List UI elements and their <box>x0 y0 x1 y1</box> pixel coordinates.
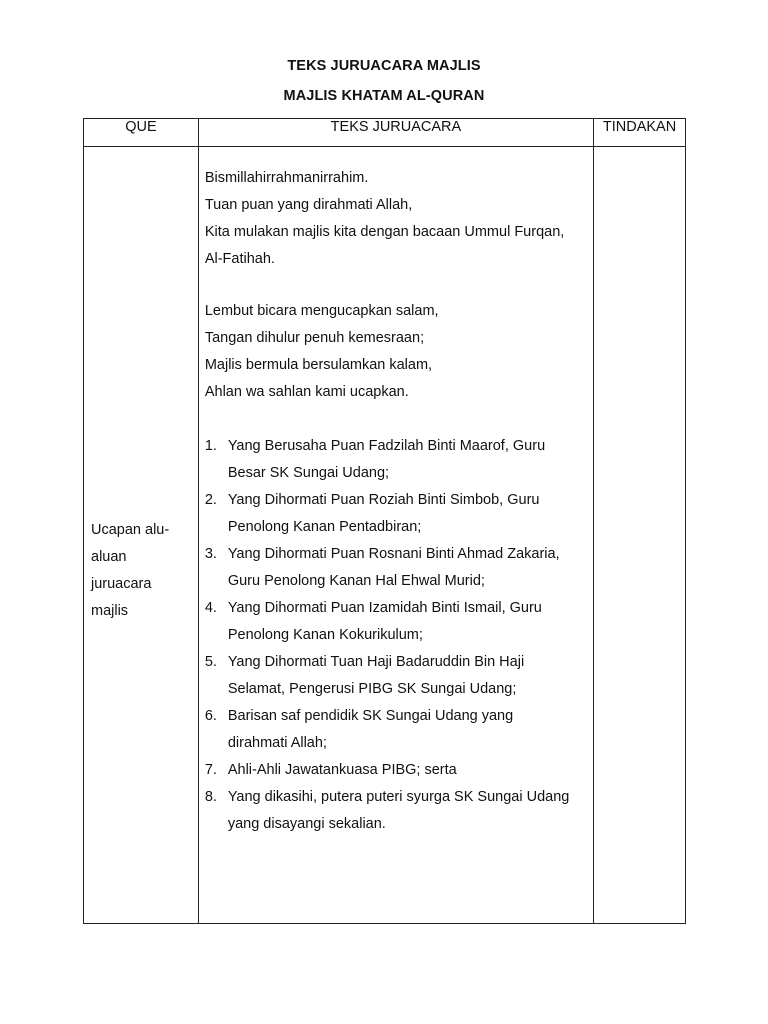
list-number: 1. <box>204 438 217 454</box>
list-item-line: Besar SK Sungai Udang; <box>227 465 390 481</box>
opening-line: Bismillahirrahmanirrahim. <box>204 170 369 186</box>
column-header-que: QUE <box>84 119 199 147</box>
document-title: TEKS JURUACARA MAJLIS <box>287 58 481 74</box>
pantun-line: Lembut bicara mengucapkan salam, <box>204 303 439 319</box>
pantun-line: Tangan dihulur penuh kemesraan; <box>204 330 425 346</box>
table-row <box>84 147 686 924</box>
que-text <box>84 445 198 625</box>
list-item <box>205 487 593 541</box>
que-line: aluan <box>91 549 127 565</box>
list-item-line: Yang Dihormati Puan Roziah Binti Simbob, Guru <box>227 492 540 508</box>
table-header-row <box>84 119 686 147</box>
que-line: majlis <box>91 603 129 619</box>
list-item-line: Yang Dihormati Puan Izamidah Binti Ismail, Guru <box>227 600 542 616</box>
spacer <box>205 406 593 433</box>
tindakan-cell <box>594 147 686 924</box>
list-item-line: Barisan saf pendidik SK Sungai Udang yang <box>227 708 514 724</box>
pantun-line: Ahlan wa sahlan kami ucapkan. <box>204 384 409 400</box>
list-item-line: Guru Penolong Kanan Hal Ehwal Murid; <box>227 573 485 589</box>
opening-line: Al-Fatihah. <box>204 251 275 267</box>
list-item <box>205 703 593 757</box>
list-item-line: Penolong Kanan Kokurikulum; <box>227 627 423 643</box>
list-number: 2. <box>204 492 217 508</box>
list-number: 3. <box>204 546 217 562</box>
spacer <box>205 273 593 298</box>
que-cell <box>84 147 199 924</box>
pantun-line: Majlis bermula bersulamkan kalam, <box>204 357 433 373</box>
list-item <box>205 433 593 487</box>
opening-line: Tuan puan yang dirahmati Allah, <box>204 197 413 213</box>
list-item-line: Selamat, Pengerusi PIBG SK Sungai Udang; <box>227 681 517 697</box>
list-number: 8. <box>204 789 217 805</box>
guest-list <box>205 433 593 838</box>
list-item <box>205 649 593 703</box>
list-item-line: Ahli-Ahli Jawatankuasa PIBG; serta <box>227 762 457 778</box>
list-item-line: Yang dikasihi, putera puteri syurga SK Sungai Udang <box>227 789 570 805</box>
opening-line: Kita mulakan majlis kita dengan bacaan Ummul Furqan, <box>204 224 565 240</box>
list-item-line: dirahmati Allah; <box>227 735 327 751</box>
list-item <box>205 595 593 649</box>
list-item <box>205 541 593 595</box>
list-item <box>205 757 593 784</box>
que-line: juruacara <box>91 576 152 592</box>
list-item-line: yang disayangi sekalian. <box>227 816 386 832</box>
list-number: 4. <box>204 600 217 616</box>
list-item-line: Yang Dihormati Puan Rosnani Binti Ahmad Zakaria, <box>227 546 560 562</box>
column-header-tindakan: TINDAKAN <box>594 119 686 147</box>
list-number: 6. <box>204 708 217 724</box>
list-item <box>205 784 593 838</box>
script-table <box>83 118 686 924</box>
list-item-line: Yang Dihormati Tuan Haji Badaruddin Bin Haji <box>227 654 525 670</box>
document-subtitle: MAJLIS KHATAM AL-QURAN <box>283 88 485 104</box>
column-header-teks-juruacara: TEKS JURUACARA <box>198 119 593 147</box>
que-line: Ucapan alu- <box>91 522 170 538</box>
list-item-line: Penolong Kanan Pentadbiran; <box>227 519 422 535</box>
list-number: 7. <box>204 762 217 778</box>
teks-juruacara-cell <box>198 147 593 924</box>
list-number: 5. <box>204 654 217 670</box>
list-item-line: Yang Berusaha Puan Fadzilah Binti Maarof, Guru <box>227 438 546 454</box>
